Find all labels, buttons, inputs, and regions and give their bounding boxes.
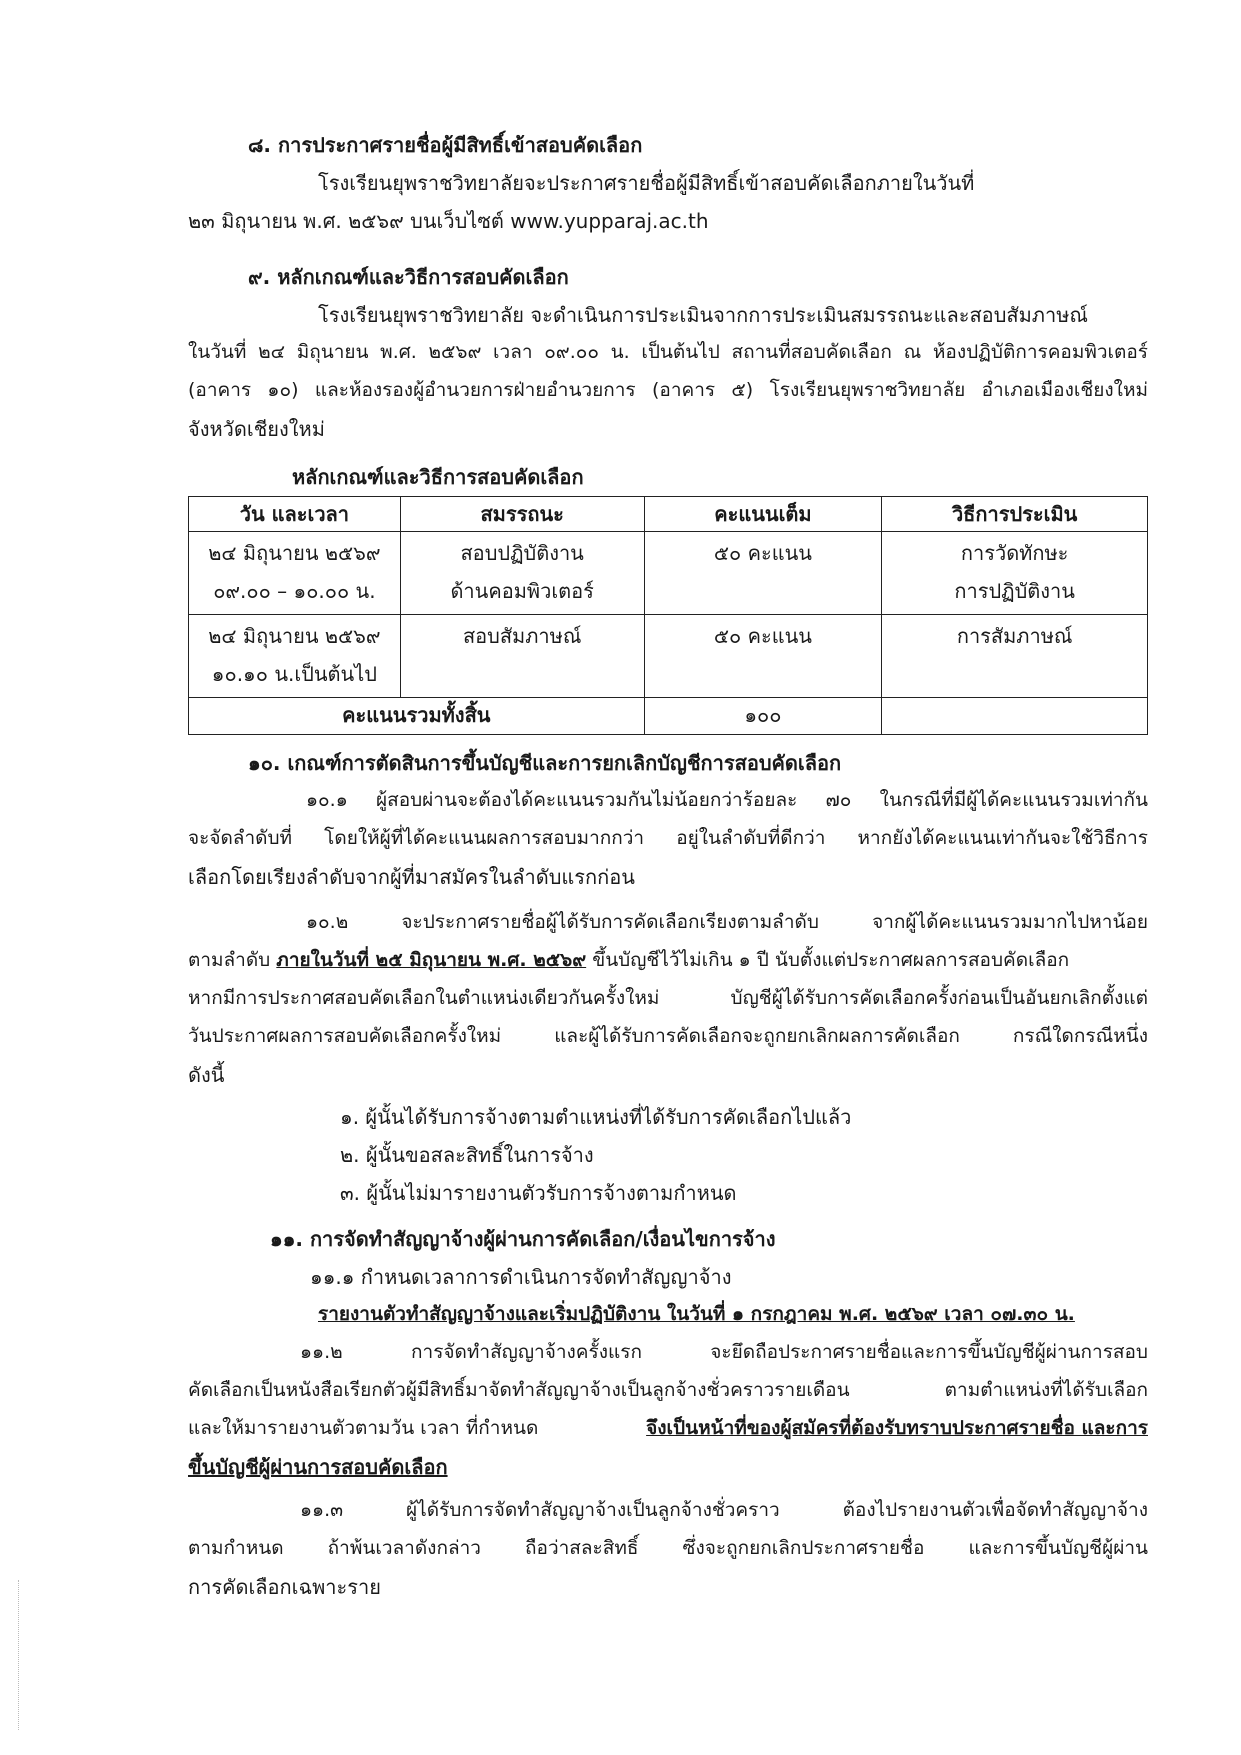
section-11-3-line-3: การคัดเลือกเฉพาะราย [188, 1575, 381, 1599]
total-value: ๑๐๐ [644, 698, 882, 735]
section-10-1-line-2: จะจัดลำดับที่ โดยให้ผู้ที่ได้คะแนนผลการสอบมากกว่า อยู่ในลำดับที่ดีกว่า หากยังได้คะแนนเท่ากันจะใช้วิธีการ [188, 827, 1148, 849]
section-11-2-line-3-prefix: และให้มารายงานตัวตามวัน เวลา ที่กำหนด [188, 1417, 539, 1439]
total-empty-cell [882, 698, 1148, 735]
section-11-2-line-4: ขึ้นบัญชีผู้ผ่านการสอบคัดเลือก [188, 1455, 448, 1479]
section-10-2-line-5: ดังนี้ [188, 1063, 225, 1087]
list-item: ๑. ผู้นั้นได้รับการจ้างตามตำแหน่งที่ได้รับการคัดเลือกไปแล้ว [340, 1105, 852, 1129]
section-11-3-line-2: ตามกำหนด ถ้าพ้นเวลาดังกล่าว ถือว่าสละสิทธิ์ ซึ่งจะถูกยกเลิกประกาศรายชื่อ และการขึ้นบัญชีผู้ผ่าน [188, 1537, 1148, 1559]
cell-date [189, 615, 401, 698]
cell-date-line-1: ๒๔ มิถุนายน ๒๕๖๙ [208, 624, 381, 648]
section-11-2-line-3 [188, 1418, 1148, 1439]
section-9-heading: ๙. หลักเกณฑ์และวิธีการสอบคัดเลือก [248, 265, 569, 289]
section-10-2-line-1: ๑๐.๒ จะประกาศรายชื่อผู้ได้รับการคัดเลือกเรียงตามลำดับ จากผู้ได้คะแนนรวมมากไปหาน้อย [306, 911, 1148, 933]
cell-score [644, 615, 882, 698]
section-9-line-3: (อาคาร ๑๐) และห้องรองผู้อำนวยการฝ่ายอำนวยการ (อาคาร ๕) โรงเรียนยุพราชวิทยาลัย อำเภอเมืองเชียงใหม่ [188, 379, 1148, 401]
section-8-heading: ๘. การประกาศรายชื่อผู้มีสิทธิ์เข้าสอบคัดเลือก [248, 133, 643, 157]
section-11-2-line-2: คัดเลือกเป็นหนังสือเรียกตัวผู้มีสิทธิ์มาจัดทำสัญญาจ้างเป็นลูกจ้างชั่วคราวรายเดือน ตามตำแหน่งที่ได้รับเลือก [188, 1379, 1148, 1401]
report-date-notice: รายงานตัวทำสัญญาจ้างและเริ่มปฏิบัติงาน ในวันที่ ๑ กรกฎาคม พ.ศ. ๒๕๖๙ เวลา ๐๗.๓๐ น. [318, 1303, 1075, 1325]
table-total-row [189, 698, 1148, 735]
cell-competency [400, 615, 644, 698]
cell-method-line-1: การสัมภาษณ์ [956, 624, 1073, 648]
cell-method [882, 532, 1148, 615]
cell-score-text: ๕๐ คะแนน [713, 624, 812, 648]
section-9-line-2: ในวันที่ ๒๔ มิถุนายน พ.ศ. ๒๕๖๙ เวลา ๐๙.๐๐ น. เป็นต้นไป สถานที่สอบคัดเลือก ณ ห้องปฏิบัติการคอมพิวเตอร์ [188, 341, 1148, 363]
cell-method [882, 615, 1148, 698]
cell-method-line-2: การปฏิบัติงาน [954, 579, 1075, 603]
table-row [189, 532, 1148, 615]
section-10-1-line-3: เลือกโดยเรียงลำดับจากผู้ที่มาสมัครในลำดับแรกก่อน [188, 865, 635, 889]
header-full-score: คะแนนเต็ม [644, 497, 882, 532]
cell-competency [400, 532, 644, 615]
cell-competency-line-1: สอบปฏิบัติงาน [460, 541, 584, 565]
table-caption: หลักเกณฑ์และวิธีการสอบคัดเลือก [292, 465, 584, 489]
section-10-1-line-1: ๑๐.๑ ผู้สอบผ่านจะต้องได้คะแนนรวมกันไม่น้อยกว่าร้อยละ ๗๐ ในกรณีที่มีผู้ได้คะแนนรวมเท่ากัน [306, 789, 1148, 811]
list-item: ๓. ผู้นั้นไม่มารายงานตัวรับการจ้างตามกำหนด [340, 1181, 737, 1205]
section-10-heading: ๑๐. เกณฑ์การตัดสินการขึ้นบัญชีและการยกเลิกบัญชีการสอบคัดเลือก [248, 751, 842, 775]
section-10-2-line-3: หากมีการประกาศสอบคัดเลือกในตำแหน่งเดียวกันครั้งใหม่ บัญชีผู้ได้รับการคัดเลือกครั้งก่อนเป็นอันยกเลิกตั้งแต่ [188, 987, 1148, 1009]
section-11-3-line-1: ๑๑.๓ ผู้ได้รับการจัดทำสัญญาจ้างเป็นลูกจ้างชั่วคราว ต้องไปรายงานตัวเพื่อจัดทำสัญญาจ้าง [300, 1499, 1148, 1521]
header-method: วิธีการประเมิน [882, 497, 1148, 532]
section-11-2-line-1: ๑๑.๒ การจัดทำสัญญาจ้างครั้งแรก จะยึดถือประกาศรายชื่อและการขึ้นบัญชีผู้ผ่านการสอบ [300, 1341, 1148, 1363]
scan-edge-mark [18, 1580, 21, 1730]
section-10-2-line-2-prefix: ตามลำดับ [188, 949, 271, 971]
criteria-table [188, 496, 1148, 735]
cell-competency-line-1: สอบสัมภาษณ์ [462, 624, 582, 648]
cell-method-line-1: การวัดทักษะ [960, 541, 1069, 565]
section-9-line-4: จังหวัดเชียงใหม่ [188, 417, 325, 441]
cell-date-line-2: ๐๙.๐๐ – ๑๐.๐๐ น. [213, 579, 376, 603]
header-date-time: วัน และเวลา [189, 497, 401, 532]
cell-date-line-2: ๑๐.๑๐ น.เป็นต้นไป [211, 662, 377, 686]
section-8-line-2: ๒๓ มิถุนายน พ.ศ. ๒๕๖๙ บนเว็บไซต์ www.yupparaj.ac.th [188, 209, 709, 233]
table-row [189, 615, 1148, 698]
section-10-2-line-2-suffix: ขึ้นบัญชีไว้ไม่เกิน ๑ ปี นับตั้งแต่ประกาศผลการสอบคัดเลือก [592, 949, 1070, 971]
table-header-row [189, 497, 1148, 532]
cell-date [189, 532, 401, 615]
cell-score-text: ๕๐ คะแนน [713, 541, 812, 565]
section-11-1: ๑๑.๑ กำหนดเวลาการดำเนินการจัดทำสัญญาจ้าง [310, 1265, 732, 1289]
applicant-duty-notice: จึงเป็นหน้าที่ของผู้สมัครที่ต้องรับทราบประกาศรายชื่อ และการ [646, 1417, 1148, 1439]
section-11-heading: ๑๑. การจัดทำสัญญาจ้างผู้ผ่านการคัดเลือก/เงื่อนไขการจ้าง [270, 1227, 776, 1251]
list-item: ๒. ผู้นั้นขอสละสิทธิ์ในการจ้าง [340, 1143, 594, 1167]
announcement-date: ภายในวันที่ ๒๕ มิถุนายน พ.ศ. ๒๕๖๙ [276, 949, 587, 971]
total-label: คะแนนรวมทั้งสิ้น [189, 698, 645, 735]
cell-competency-line-2: ด้านคอมพิวเตอร์ [450, 579, 594, 603]
section-8-line-1: โรงเรียนยุพราชวิทยาลัยจะประกาศรายชื่อผู้มีสิทธิ์เข้าสอบคัดเลือกภายในวันที่ [318, 171, 975, 195]
header-competency: สมรรถนะ [400, 497, 644, 532]
section-10-2-line-4: วันประกาศผลการสอบคัดเลือกครั้งใหม่ และผู้ได้รับการคัดเลือกจะถูกยกเลิกผลการคัดเลือก กรณีใดกรณีหนึ่ง [188, 1025, 1148, 1047]
cell-score [644, 532, 882, 615]
section-10-2-line-2 [188, 950, 1069, 971]
section-9-line-1: โรงเรียนยุพราชวิทยาลัย จะดำเนินการประเมินจากการประเมินสมรรถนะและสอบสัมภาษณ์ [318, 303, 1088, 327]
cell-date-line-1: ๒๔ มิถุนายน ๒๕๖๙ [208, 541, 381, 565]
